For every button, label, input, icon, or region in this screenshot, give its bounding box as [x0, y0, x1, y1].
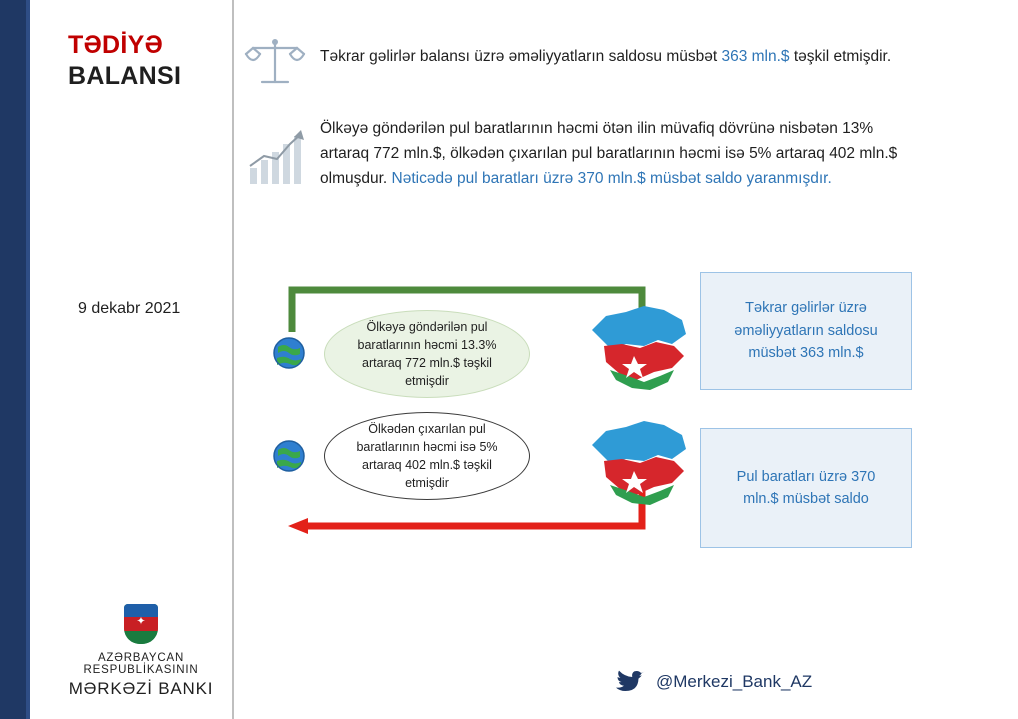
twitter-footer[interactable] — [612, 668, 812, 696]
left-accent-stripe-secondary — [26, 0, 30, 719]
twitter-bird-icon — [612, 668, 646, 696]
bank-logo-line-1: AZƏRBAYCAN RESPUBLİKASININ — [83, 652, 199, 676]
info-box-secondary-income-balance: Təkrar gəlirlər üzrə əməliyyatların saldosu müsbət 363 mln.$ — [700, 272, 912, 390]
info-box-remittances-balance: Pul baratları üzrə 370 mln.$ müsbət saldo — [700, 428, 912, 548]
page-title — [68, 30, 228, 91]
bank-logo-line-2: MƏRKƏZİ BANKI — [68, 679, 214, 698]
left-accent-stripe — [0, 0, 26, 719]
scales-icon — [244, 36, 306, 92]
bullet-1-text-after: təşkil etmişdir. — [789, 48, 892, 65]
bullet-text-1 — [320, 44, 920, 69]
bullet-2-highlight: Nəticədə pul baratları üzrə 370 mln.$ müsbət saldo yaranmışdır. — [391, 170, 832, 188]
globe-icon — [272, 336, 306, 370]
bullet-1-highlight: 363 mln.$ — [721, 48, 790, 65]
bank-logo — [56, 604, 226, 699]
growth-chart-icon — [244, 126, 306, 188]
bullet-2-text-before: Ölkəyə göndərilən pul baratlarının həcmi ötən ilin müvafiq dövrünə nisbətən 13% artaraq 772 mln.$, ölkədən çıxarılan pul baratlarının həcmi isə 5% artaraq 402 mln.$ olmuşdur. — [320, 120, 898, 188]
vertical-divider — [232, 0, 234, 719]
azerbaijan-emblem-icon: ✦ — [124, 604, 158, 644]
title-line-2: BALANSI — [68, 61, 182, 90]
globe-icon — [272, 439, 306, 473]
azerbaijan-map-icon — [586, 415, 694, 507]
oval-outbound-remittances: Ölkədən çıxarılan pul baratlarının həcmi isə 5% artaraq 402 mln.$ təşkil etmişdir — [324, 412, 530, 500]
bullet-text-2 — [320, 116, 916, 191]
title-line-1: TƏDİYƏ — [68, 31, 164, 59]
twitter-handle[interactable]: @Merkezi_Bank_AZ — [656, 672, 813, 691]
oval-inbound-remittances: Ölkəyə göndərilən pul baratlarının həcmi 13.3% artaraq 772 mln.$ təşkil etmişdir — [324, 310, 530, 398]
bullet-1-text-before: Təkrar gəlirlər balansı üzrə əməliyyatların saldosu müsbət — [320, 48, 722, 65]
azerbaijan-map-icon — [586, 300, 694, 392]
slide-date: 9 dekabr 2021 — [78, 300, 181, 317]
